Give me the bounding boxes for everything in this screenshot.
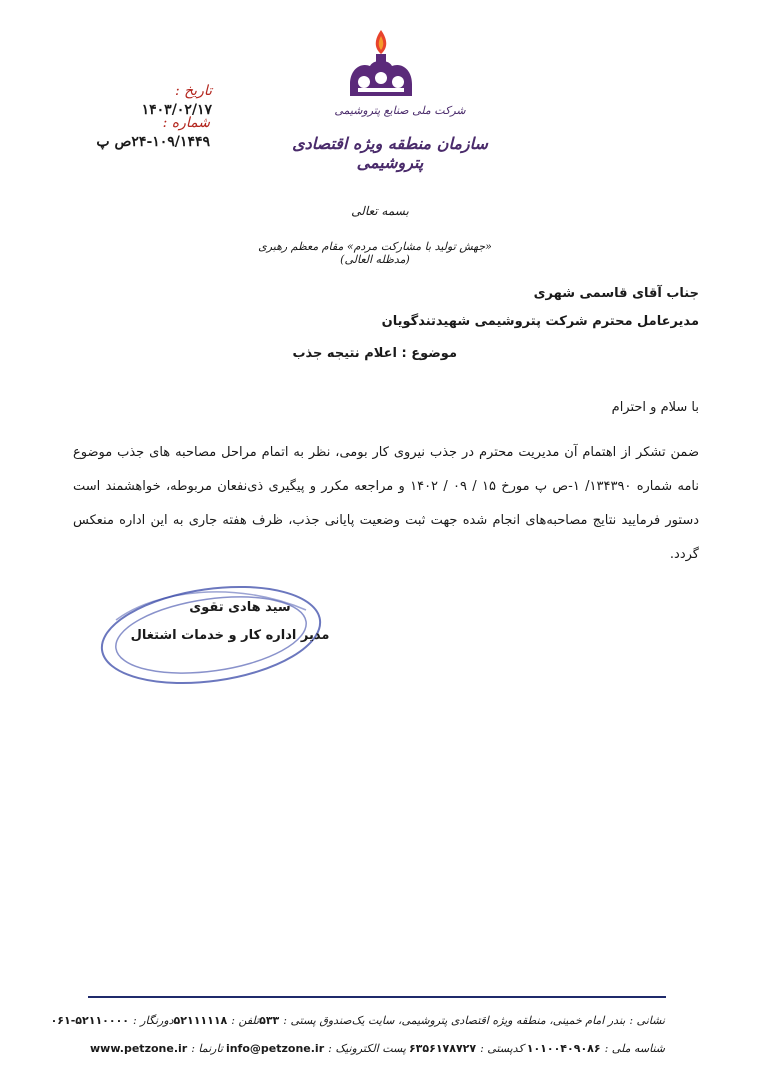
footer-divider <box>88 996 666 998</box>
greeting: با سلام و احترام <box>611 400 699 415</box>
letter-subject: موضوع : اعلام نتیجه جذب <box>292 346 457 361</box>
address-label: نشانی : <box>629 1014 665 1027</box>
footer-email <box>226 1042 406 1055</box>
recipient-name: جناب آقای قاسمی شهری <box>533 286 699 301</box>
footer-fax <box>51 1014 174 1027</box>
footer-contact-row <box>50 1014 665 1027</box>
date-label: تاریخ : <box>174 83 212 99</box>
fax-value: ۰۶۱-۵۲۱۱۰۰۰۰ <box>50 1014 130 1027</box>
signer-name: سید هادی تقوی <box>189 600 291 615</box>
number-value: ۱۰۹/۱۴۴۹-۲۴ص پ <box>96 134 210 150</box>
postal-code-value: ۶۳۵۶۱۷۸۷۲۷ <box>408 1042 477 1055</box>
footer-website <box>90 1042 223 1055</box>
number-label: شماره : <box>162 115 210 131</box>
fax-label: دورنگار : <box>133 1014 174 1027</box>
footer-postal-code <box>409 1042 524 1055</box>
footer-national-id <box>527 1042 665 1055</box>
company-subtitle: شرکت ملی صنایع پتروشیمی <box>334 104 466 117</box>
letter-body: ضمن تشکر از اهتمام آن مدیریت محترم در جذب نیروی کار بومی، نظر به اتمام مراحل مصاحبه های جذب موضوع نامه شماره ۱۳۴۳۹۰/ ۱-ص پ مورخ ۱۵ / ۰۹ / ۱۴۰۲ و مراجعه مکرر و پیگیری ذی‌نفعان مربوطه، خواهشمند است دستور فرمایید نتایج مصاحبه‌های انجام شده جهت ثبت وضعیت پایانی جذب، ظرف هفته جاری به این اداره منعکس گردد. <box>73 445 699 562</box>
phone-value: ۵۲۱۱۱۱۱۸ <box>173 1014 228 1027</box>
basmala: بسمه تعالی <box>351 204 409 218</box>
footer-ids-row <box>90 1042 665 1055</box>
pobox-label: صندوق پستی : <box>283 1014 352 1027</box>
footer-pobox <box>259 1014 352 1027</box>
petrochemical-logo-icon <box>336 26 426 116</box>
address-value: بندر امام خمینی، منطقه ویژه اقتصادی پتروشیمی، سایت یک <box>351 1014 626 1027</box>
postal-code-label: کدپستی : <box>480 1042 524 1055</box>
email-value[interactable]: info@petzone.ir <box>225 1042 325 1055</box>
recipient-title: مدیرعامل محترم شرکت پتروشیمی شهیدتندگویان <box>381 314 699 329</box>
letter-number <box>60 112 210 150</box>
website-label: تارنما : <box>191 1042 223 1055</box>
footer-phone <box>174 1014 260 1027</box>
phone-label: تلفن : <box>231 1014 260 1027</box>
company-name: سازمان منطقه ویژه اقتصادی پتروشیمی <box>292 134 488 172</box>
website-value[interactable]: www.petzone.ir <box>90 1042 188 1055</box>
footer-address <box>352 1014 665 1027</box>
email-label: پست الکترونیک : <box>328 1042 406 1055</box>
national-id-value: ۱۰۱۰۰۴۰۹۰۸۶ <box>526 1042 601 1055</box>
national-id-label: شناسه ملی : <box>604 1042 665 1055</box>
year-slogan: «جهش تولید با مشارکت مردم» مقام معظم رهبری (مدظله العالی) <box>258 240 492 266</box>
pobox-value: ۵۳۳ <box>259 1014 280 1027</box>
signer-title: مدیر اداره کار و خدمات اشتغال <box>130 628 330 643</box>
date-value: ۱۴۰۳/۰۲/۱۷ <box>141 102 212 118</box>
